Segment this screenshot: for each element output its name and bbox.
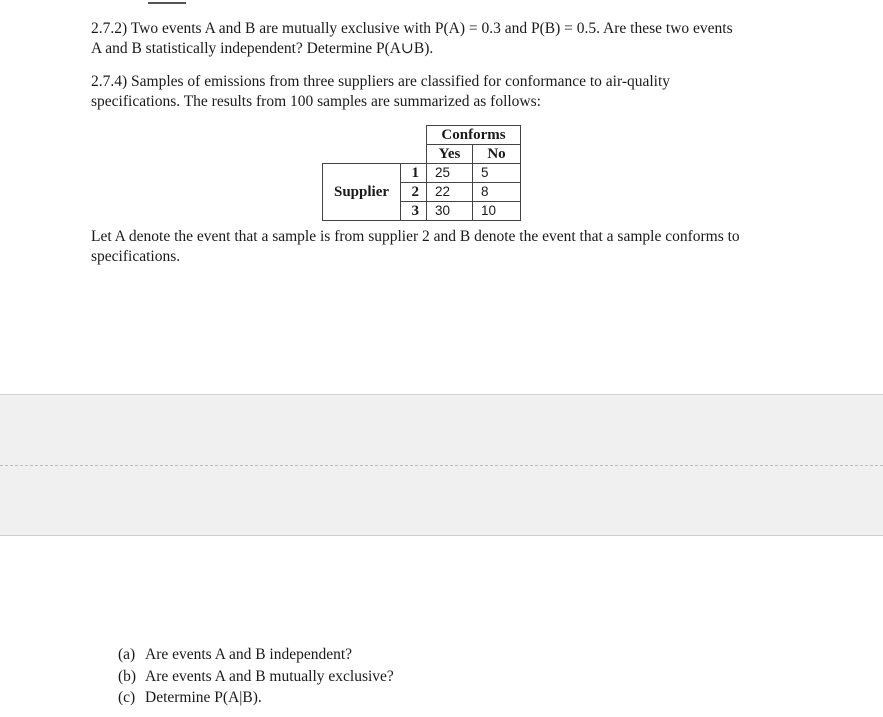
page-separator-band bbox=[0, 394, 883, 536]
question-2-7-4 bbox=[91, 72, 831, 111]
question-2-7-2-line2: A and B statistically independent? Determine P(A∪B). bbox=[91, 39, 434, 57]
event-definition-line1: Let A denote the event that a sample is from supplier 2 and B denote the event that a sample conforms to bbox=[91, 228, 740, 245]
question-2-7-2-line1: 2.7.2) Two events A and B are mutually exclusive with P(A) = 0.3 and P(B) = 0.5. Are these two events bbox=[91, 20, 733, 37]
yes-header: Yes bbox=[427, 145, 473, 164]
sub-question-b bbox=[118, 666, 394, 688]
sub-question-text: Are events A and B mutually exclusive? bbox=[145, 667, 394, 685]
supplier-number: 1 bbox=[401, 164, 427, 183]
no-value: 10 bbox=[473, 202, 521, 221]
supplier-conformance-table bbox=[322, 125, 521, 221]
no-header: No bbox=[473, 145, 521, 164]
cropped-text-fragment bbox=[148, 0, 186, 4]
sub-question-label: (a) bbox=[118, 646, 136, 663]
yes-value: 22 bbox=[427, 183, 473, 202]
yes-value: 30 bbox=[427, 202, 473, 221]
supplier-number: 3 bbox=[401, 202, 427, 221]
supplier-label: Supplier bbox=[323, 183, 401, 202]
no-value: 5 bbox=[473, 164, 521, 183]
question-2-7-4-line2: specifications. The results from 100 samples are summarized as follows: bbox=[91, 92, 541, 110]
question-2-7-2 bbox=[91, 19, 831, 58]
supplier-number: 2 bbox=[401, 183, 427, 202]
dashed-divider bbox=[0, 465, 883, 466]
sub-question-list bbox=[118, 644, 394, 709]
no-value: 8 bbox=[473, 183, 521, 202]
question-2-7-4-line1: 2.7.4) Samples of emissions from three suppliers are classified for conformance to air-quality bbox=[91, 73, 671, 90]
sub-question-label: (b) bbox=[118, 667, 137, 685]
yes-value: 25 bbox=[427, 164, 473, 183]
sub-question-text: Are events A and B independent? bbox=[145, 646, 353, 663]
conforms-header: Conforms bbox=[427, 126, 521, 145]
sub-question-c bbox=[118, 687, 394, 709]
sub-question-a bbox=[118, 644, 394, 666]
sub-question-text: Determine P(A|B). bbox=[145, 689, 262, 706]
sub-question-label: (c) bbox=[118, 689, 136, 706]
event-definition-line2: specifications. bbox=[91, 247, 181, 265]
event-definition-text bbox=[91, 227, 831, 266]
